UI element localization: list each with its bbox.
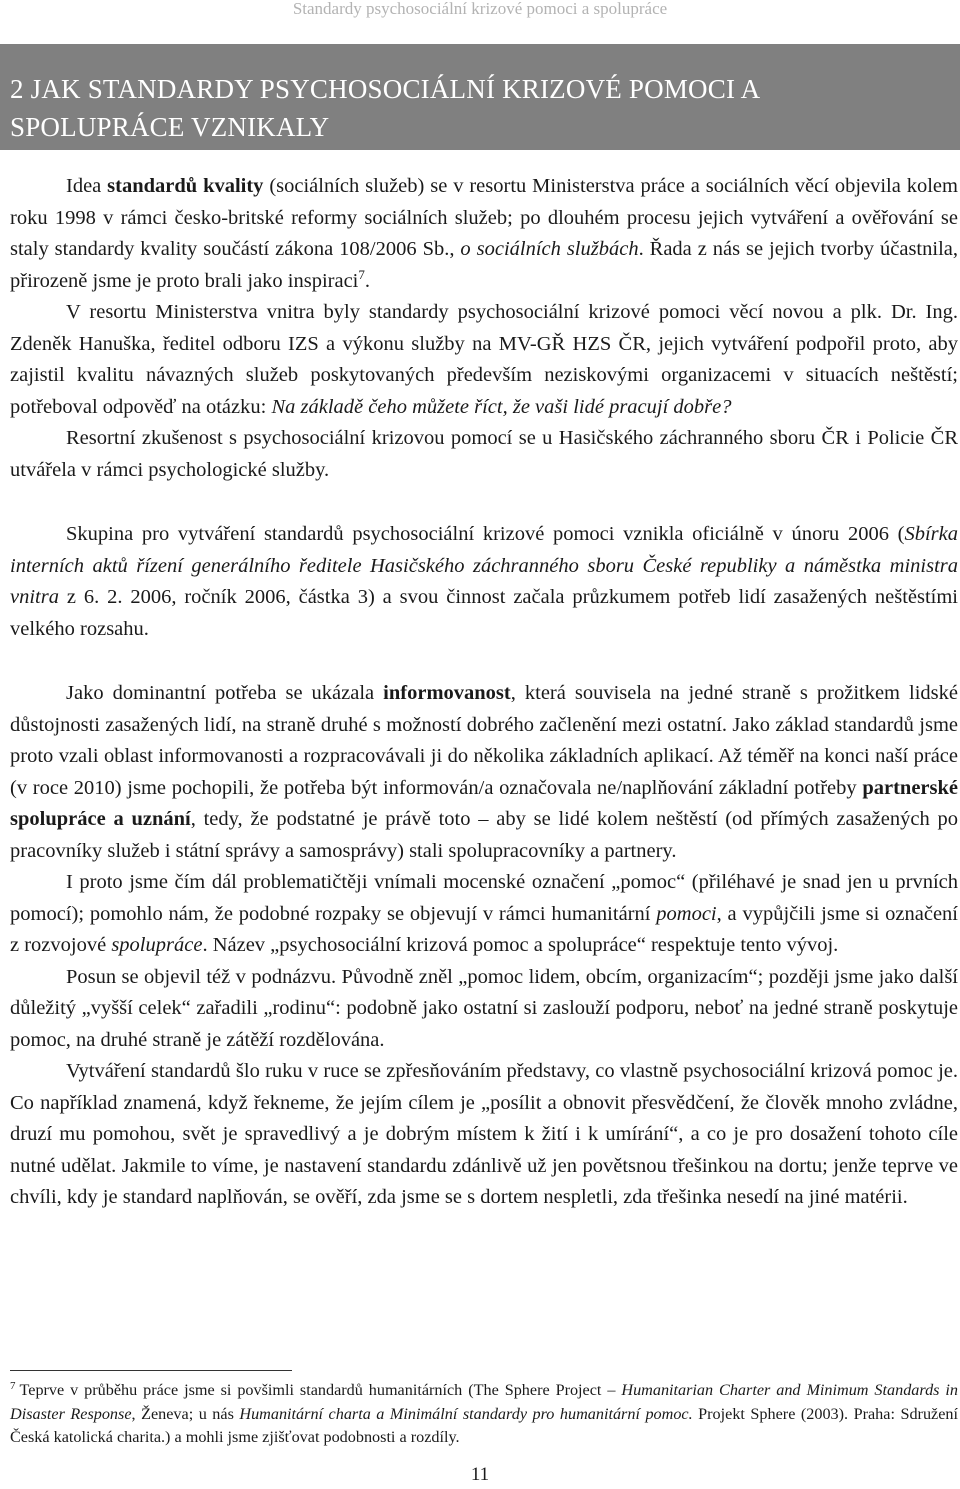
footnote: $^7$ Teprve v průběhu práce jsme si povšimli standardů humanitárních (The Sphere Project – Humanitarian Charter and Minimum Standards in Disaster Response, Ženeva; u nás Humanitární charta a Minimální standardy pro humanitární pomoc. Projekt Sphere (2003). Praha: Sdružení Česká katolická charita.) a mohli jsme zjišťovat podobnosti a rozdíly. — [10, 1379, 958, 1446]
paragraph-8: Vytváření standardů šlo ruku v ruce se zpřesňováním představy, co vlastně psychosociální krizová pomoc je. Co například znamená, když řekneme, že jejím cílem je „posílit a obnovit přesvědčení, že člověk mnoho zvládne, druzí mu pomohou, svět je spravedlivý a je dobrým místem k žití i k umírání“, a co je pro dosažení tohoto cíle nutné udělat. Jakmile to víme, je nastavení standardu zdánlivě už jen povětsnou třešinkou na dortu; jenže teprve ve chvíli, kdy je standard naplňován, se ověří, zda jsme se s dortem nespletli, zda třešinka nesedí na jiné matérii. — [10, 1060, 958, 1208]
chapter-heading-line-1: 2 JAK STANDARDY PSYCHOSOCIÁLNÍ KRIZOVÉ POMOCI A — [10, 74, 761, 104]
paragraph-1: Idea standardů kvality (sociálních služeb) se v resortu Ministerstva práce a sociálních věcí objevila kolem roku 1998 v rámci česko-britské reformy sociálních služeb; po dlouhém procesu jejich vytváření a ověřování se staly standardy kvality součástí zákona 108/2006 Sb., o sociálních službách. Řada z nás se jejich tvorby účastnila, přirozeně jsme je proto brali jako inspiraci$^7$. — [10, 175, 958, 292]
key-question: Na základě čeho můžete říct, že vaši lidé pracují dobře? — [271, 395, 732, 418]
emphasis-partnerske-spoluprace: partnerské spolupráce a uznání — [10, 776, 958, 830]
paragraph-4: Skupina pro vytváření standardů psychosociální krizové pomoci vznikla oficiálně v únoru 2006 (Sbírka interních aktů řízení generálního ředitele Hasičského záchranného sboru České republiky a náměstka ministra vnitra z 6. 2. 2006, ročník 2006, částka 3) a svou činnost začala průzkumem potřeb lidí zasažených neštěstími velkého rozsahu. — [10, 523, 958, 640]
paragraph-6: I proto jsme čím dál problematičtěji vnímali mocenské označení „pomoc“ (přiléhavé je snad jen u prvních pomocí); pomohlo nám, že podobné rozpaky se objevují v rámci humanitární pomoci, a vypůjčili jsme si označení z rozvojové spolupráce. Název „psychosociální krizová pomoc a spolupráce“ respektuje tento vývoj. — [10, 871, 958, 956]
paragraph-3: Resortní zkušenost s psychosociální krizovou pomocí se u Hasičského záchranného sboru ČR i Policie ČR utvářela v rámci psychologické služby. — [10, 427, 958, 481]
running-header: Standardy psychosociální krizové pomoci a spolupráce — [292, 0, 668, 18]
paragraph-5: Jako dominantní potřeba se ukázala informovanost, která souvisela na jedné straně s prožitkem lidské důstojnosti zasažených lidí, na straně druhé s možností dobrého začlenění mezi ostatní. Jako základ standardů jsme proto vzali oblast informovanosti a rozpracovávali ji do několika základních aplikací. Až téměř na konci naší práce (v roce 2010) jsme pochopili, že potřeba být informován/a označovala ne/naplňování základní potřeby partnerské spolupráce a uznání, tedy, že podstatné je právě toto – aby se lidé kolem neštěstí (od přímých zasažených po pracovníky služeb i státní správy a samosprávy) stali spolupracovníky a partnery. — [10, 682, 958, 862]
emphasis-standardy-kvality: standardů kvality — [107, 175, 264, 197]
footnote-reference: 7 — [358, 266, 365, 282]
footnote-number: 7 — [10, 1379, 16, 1392]
body-text — [10, 171, 958, 1214]
paragraph-7: Posun se objevil též v podnázvu. Původně zněl „pomoc lidem, obcím, organizacím“; později jsme jako další důležitý „vyšší celek“ zařadili „rodinu“: podobně jako ostatní si zaslouží podporu, neboť na jedné straně poskytuje pomoc, na druhé straně je zátěží rozdělována. — [10, 965, 958, 1051]
footnote-divider — [10, 1370, 292, 1371]
chapter-heading-line-2: SPOLUPRÁCE VZNIKALY — [10, 112, 330, 142]
chapter-heading — [0, 44, 960, 150]
emphasis-informovanost: informovanost — [383, 682, 511, 704]
page-number: 11 — [470, 1464, 490, 1485]
paragraph-2: V resortu Ministerstva vnitra byly standardy psychosociální krizové pomoci věcí novou a plk. Dr. Ing. Zdeněk Hanuška, ředitel odboru IZS a výkonu služby na MV-GŘ HZS ČR, jejich vytváření podpořil proto, aby zajistil kvalitu návazných služeb poskytovaných především neziskovými organizacemi v situacích neštěstí; potřeboval odpověď na otázku: Na základě čeho můžete říct, že vaši lidé pracují dobře? — [10, 301, 958, 418]
